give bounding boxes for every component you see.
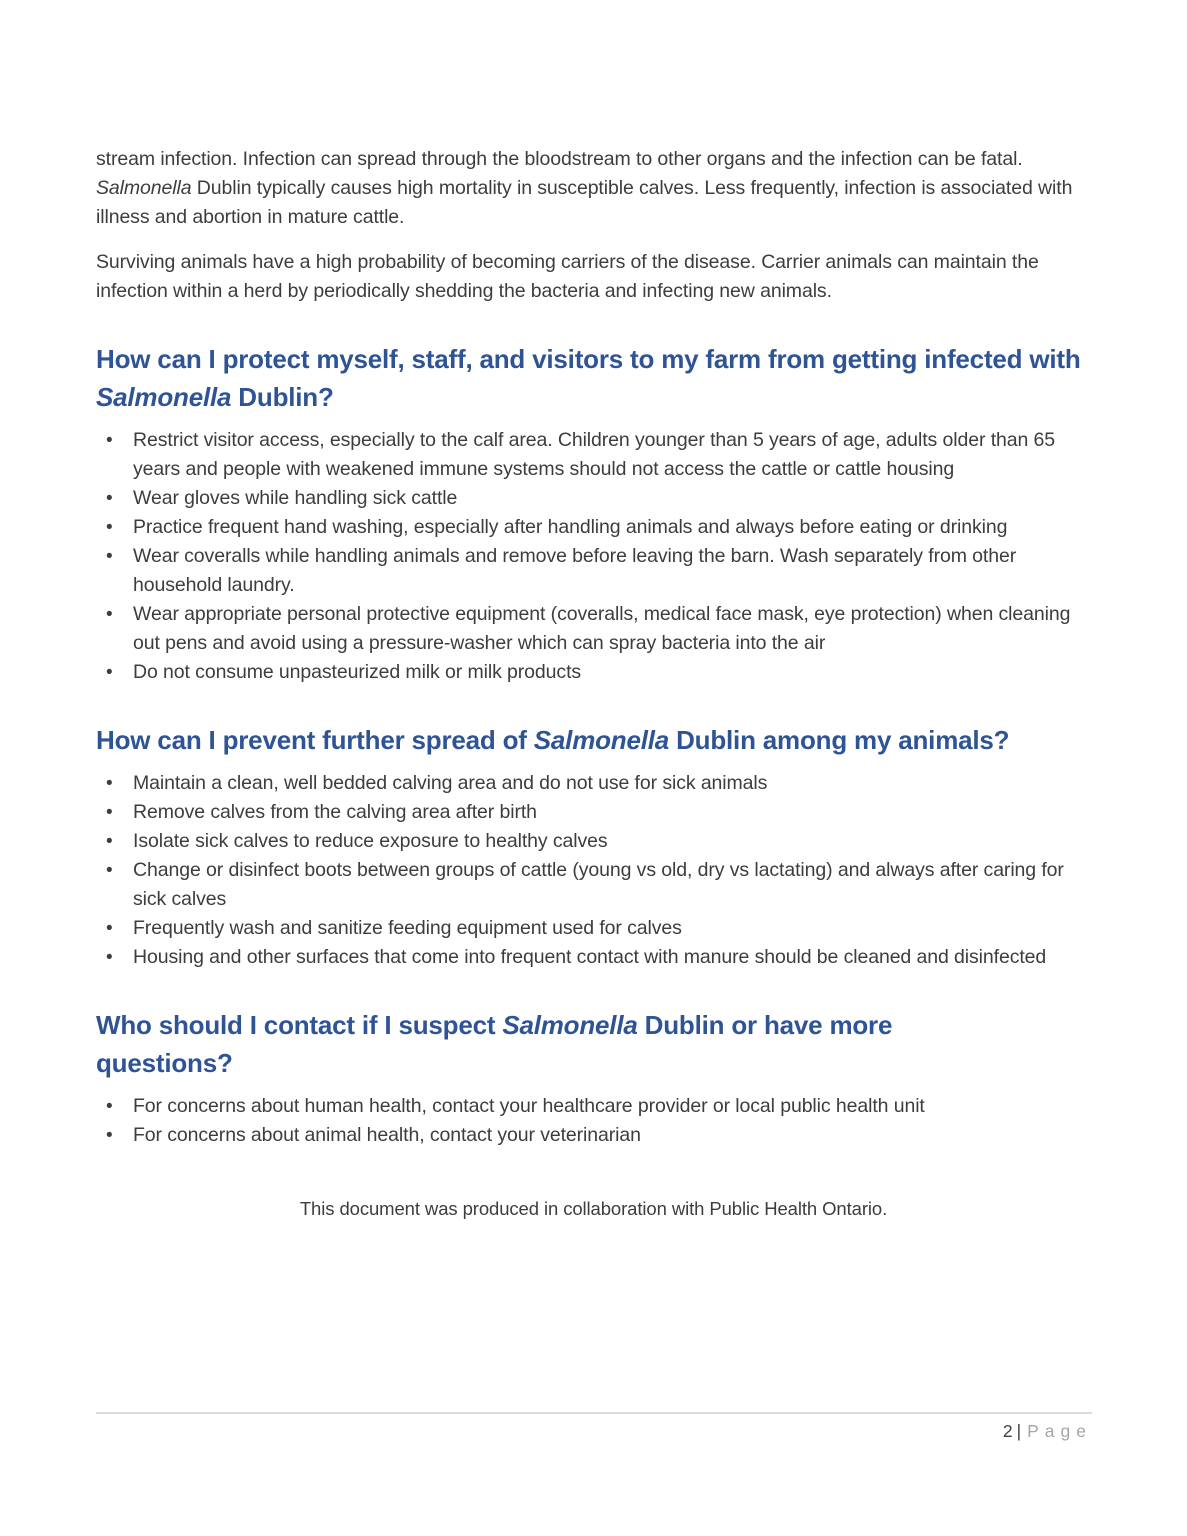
list-item: • Wear gloves while handling sick cattle [96, 484, 1091, 513]
list-item: • Wear appropriate personal protective equipment (coveralls, medical face mask, eye protection) when cleaning out pens and avoid using a pressure-washer which can spray bacteria into the air [96, 600, 1091, 658]
list-item: • Housing and other surfaces that come into frequent contact with manure should be cleaned and disinfected [96, 943, 1091, 972]
list-item: • Do not consume unpasteurized milk or milk products [96, 658, 1091, 687]
collaboration-note: This document was produced in collaboration with Public Health Ontario. [299, 1198, 888, 1219]
paragraph-carrier-animals: Surviving animals have a high probability of becoming carriers of the disease. Carrier animals can maintain the infection within a herd by periodically shedding the bacteria and infecting new animals. [96, 251, 1039, 302]
section-protect-myself [96, 340, 1091, 687]
page-label: Page [1027, 1421, 1092, 1441]
heading-text: Dublin among my animals? [669, 725, 1010, 755]
salmonella-italic: Salmonella [502, 1010, 638, 1040]
salmonella-italic: Salmonella [533, 725, 670, 755]
paragraph-bloodstream-infection [96, 145, 1091, 232]
bullet-list-protect [96, 426, 1091, 687]
list-item: • Frequently wash and sanitize feeding equipment used for calves [96, 914, 1091, 943]
list-item: • Restrict visitor access, especially to the calf area. Children younger than 5 years of age, adults older than 65 years and people with weakened immune systems should not access the cattle or cattle housing [96, 426, 1091, 484]
section-heading-protect [96, 340, 1091, 416]
section-heading-contact [96, 1006, 1001, 1082]
salmonella-italic: Salmonella [96, 382, 232, 412]
heading-text: How can I prevent further spread of [96, 725, 534, 755]
section-heading-prevent [96, 721, 1091, 759]
bullet-list-contact [96, 1092, 1091, 1150]
list-item: • Practice frequent hand washing, especially after handling animals and always before eating or drinking [96, 513, 1091, 542]
footer-separator: | [1016, 1421, 1022, 1441]
page-number: 2 [1002, 1421, 1013, 1441]
list-item: • For concerns about animal health, contact your veterinarian [96, 1121, 1091, 1150]
list-item: • Remove calves from the calving area after birth [96, 798, 1091, 827]
page-footer [96, 1412, 1092, 1442]
list-item: • For concerns about human health, contact your healthcare provider or local public health unit [96, 1092, 1091, 1121]
list-item: • Wear coveralls while handling animals and remove before leaving the barn. Wash separately from other household laundry. [96, 542, 1091, 600]
list-item: • Maintain a clean, well bedded calving area and do not use for sick animals [96, 769, 1091, 798]
heading-text: Dublin or have more questions? [96, 1010, 893, 1078]
heading-text: Who should I contact if I suspect [96, 1010, 503, 1040]
footer-divider [96, 1412, 1092, 1414]
paragraph-text: stream infection. Infection can spread through the bloodstream to other organs and the infection can be fatal. [96, 148, 1023, 170]
section-who-to-contact [96, 1006, 1091, 1150]
heading-text: Dublin? [231, 382, 334, 412]
list-item: • Change or disinfect boots between groups of cattle (young vs old, dry vs lactating) and always after caring for sick calves [96, 856, 1091, 914]
salmonella-italic: Salmonella [96, 177, 192, 199]
heading-text: How can I protect myself, staff, and visitors to my farm from getting infected with [96, 344, 1081, 374]
page-number-line [96, 1421, 1092, 1442]
section-prevent-spread [96, 721, 1091, 972]
paragraph-text: Dublin typically causes high mortality in susceptible calves. Less frequently, infection is associated with illness and abortion in mature cattle. [96, 177, 1073, 228]
bullet-list-prevent [96, 769, 1091, 972]
list-item: • Isolate sick calves to reduce exposure to healthy calves [96, 827, 1091, 856]
